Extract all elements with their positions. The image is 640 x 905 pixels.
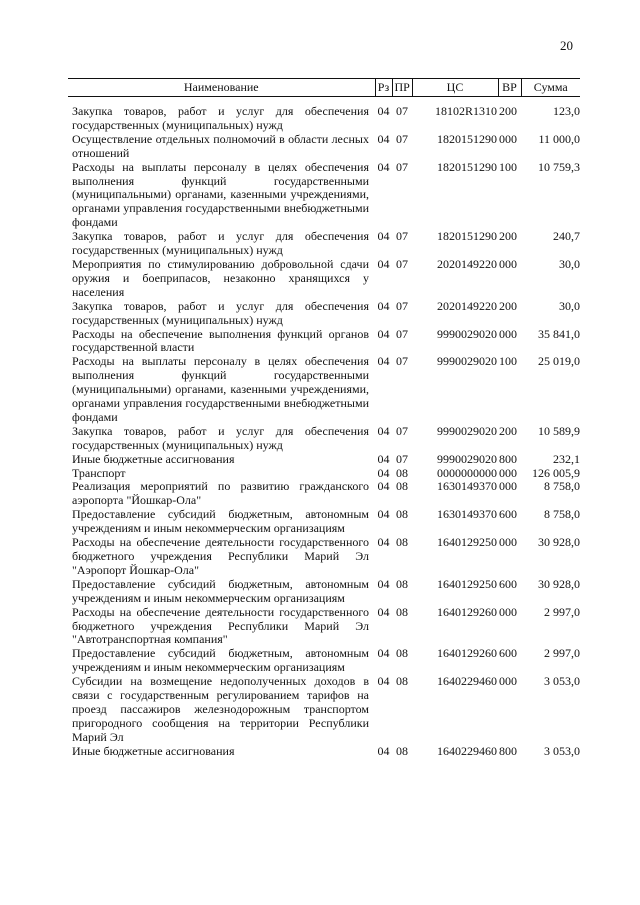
row-cs: 1630149370	[437, 507, 497, 522]
header-cs: ЦС	[412, 79, 498, 97]
table-row	[68, 355, 580, 425]
row-name: Закупка товаров, работ и услуг для обеспечения государственных (муниципальных) нужд	[72, 298, 369, 327]
row-rz: 04	[377, 646, 390, 661]
row-rz: 04	[377, 507, 390, 522]
row-cs: 1820151290	[437, 159, 497, 174]
row-cs: 1820151290	[437, 131, 497, 146]
header-name: Наименование	[68, 79, 375, 97]
row-pr: 07	[396, 256, 408, 271]
row-name: Субсидии на возмещение недополученных доходов в связи с государственным регулированием тарифов на проезд пассажиров железнодорожным транспортом пригородного сообщения на территории Республики Марий Эл	[72, 674, 369, 744]
row-pr: 07	[396, 326, 408, 341]
row-cs: 1820151290	[437, 229, 497, 244]
row-sum: 8 758,0	[544, 479, 580, 494]
row-vr: 200	[499, 229, 517, 244]
row-name: Закупка товаров, работ и услуг для обеспечения государственных (муниципальных) нужд	[72, 423, 369, 452]
row-pr: 07	[396, 298, 408, 313]
row-cs: 1640129250	[437, 576, 497, 591]
row-name: Закупка товаров, работ и услуг для обеспечения государственных (муниципальных) нужд	[72, 229, 369, 258]
row-vr: 200	[499, 104, 517, 118]
table-row	[68, 161, 580, 231]
row-sum: 30 928,0	[538, 576, 580, 591]
table-row	[68, 300, 580, 328]
row-name: Иные бюджетные ассигнования	[72, 451, 235, 466]
row-vr: 600	[499, 576, 517, 591]
row-sum: 3 053,0	[544, 743, 580, 758]
table-row	[68, 647, 580, 675]
row-sum: 8 758,0	[544, 507, 580, 522]
row-vr: 000	[499, 465, 517, 480]
row-rz: 04	[377, 104, 390, 118]
row-cs: 9990029020	[437, 354, 497, 369]
row-rz: 04	[377, 743, 390, 758]
row-cs: 1640129260	[437, 604, 497, 619]
row-pr: 08	[396, 535, 408, 550]
row-rz: 04	[377, 423, 390, 438]
row-sum: 232,1	[553, 451, 580, 466]
row-rz: 04	[377, 229, 390, 244]
row-vr: 000	[499, 256, 517, 271]
row-vr: 600	[499, 646, 517, 661]
row-vr: 000	[499, 535, 517, 550]
row-cs: 9990029020	[437, 326, 497, 341]
row-cs: 1640129260	[437, 646, 497, 661]
row-name: Иные бюджетные ассигнования	[72, 743, 235, 758]
table-row	[68, 425, 580, 453]
row-name: Расходы на обеспечение выполнения функций органов государственной власти	[72, 326, 369, 355]
row-pr: 08	[396, 465, 408, 480]
row-name: Расходы на выплаты персоналу в целях обеспечения выполнения функций государственными (муниципальными) органами, казенными учреждениями, органами управления государственными внебюджетными фондами	[72, 354, 369, 424]
row-sum: 10 759,3	[538, 159, 580, 174]
budget-table	[68, 78, 580, 759]
row-rz: 04	[377, 159, 390, 174]
row-rz: 04	[377, 451, 390, 466]
table-row	[68, 258, 580, 300]
row-sum: 30 928,0	[538, 535, 580, 550]
row-pr: 07	[396, 451, 408, 466]
row-vr: 000	[499, 479, 517, 494]
row-rz: 04	[377, 576, 390, 591]
table-row	[68, 328, 580, 356]
row-cs: 1630149370	[437, 479, 497, 494]
header-vr: ВР	[498, 79, 521, 97]
row-name: Осуществление отдельных полномочий в области лесных отношений	[72, 131, 369, 160]
header-rz: Рз	[375, 79, 392, 97]
row-vr: 800	[499, 451, 517, 466]
table-row	[68, 606, 580, 648]
row-pr: 08	[396, 674, 408, 689]
table-row	[68, 536, 580, 578]
row-cs: 18102R1310	[434, 104, 497, 118]
table-row	[68, 578, 580, 606]
row-sum: 126 005,9	[532, 465, 580, 480]
row-vr: 200	[499, 298, 517, 313]
row-pr: 07	[396, 131, 408, 146]
row-rz: 04	[377, 674, 390, 689]
row-rz: 04	[377, 479, 390, 494]
row-vr: 200	[499, 423, 517, 438]
header-sum: Сумма	[521, 79, 580, 97]
table-row	[68, 133, 580, 161]
row-name: Транспорт	[72, 465, 126, 480]
table-row	[68, 105, 580, 133]
row-pr: 08	[396, 479, 408, 494]
row-vr: 100	[499, 159, 517, 174]
row-pr: 07	[396, 229, 408, 244]
row-rz: 04	[377, 354, 390, 369]
row-cs: 2020149220	[437, 256, 497, 271]
row-rz: 04	[377, 256, 390, 271]
row-pr: 08	[396, 604, 408, 619]
row-vr: 600	[499, 507, 517, 522]
row-rz: 04	[377, 465, 390, 480]
row-cs: 9990029020	[437, 423, 497, 438]
table-row	[68, 480, 580, 508]
row-sum: 35 841,0	[538, 326, 580, 341]
row-sum: 30,0	[559, 256, 580, 271]
row-sum: 30,0	[559, 298, 580, 313]
row-cs: 1640129250	[437, 535, 497, 550]
row-sum: 240,7	[553, 229, 580, 244]
row-sum: 10 589,9	[538, 423, 580, 438]
table-row	[68, 467, 580, 481]
row-sum: 123,0	[553, 104, 580, 118]
row-cs: 1640229460	[437, 674, 497, 689]
row-vr: 100	[499, 354, 517, 369]
row-name: Реализация мероприятий по развитию гражданского аэропорта "Йошкар-Ола"	[72, 479, 369, 508]
row-pr: 08	[396, 646, 408, 661]
row-sum: 2 997,0	[544, 604, 580, 619]
row-name: Закупка товаров, работ и услуг для обеспечения государственных (муниципальных) нужд	[72, 104, 369, 132]
row-name: Расходы на выплаты персоналу в целях обеспечения выполнения функций государственными (муниципальными) органами, казенными учреждениями, органами управления государственными внебюджетными фондами	[72, 159, 369, 230]
row-vr: 000	[499, 674, 517, 689]
row-cs: 1640229460	[437, 743, 497, 758]
row-pr: 07	[396, 159, 408, 174]
row-vr: 800	[499, 743, 517, 758]
row-vr: 000	[499, 604, 517, 619]
row-rz: 04	[377, 535, 390, 550]
table-row	[68, 675, 580, 745]
row-name: Расходы на обеспечение деятельности государственного бюджетного учреждения Республики Марий Эл "Автотранспортная компания"	[72, 604, 369, 647]
row-cs: 9990029020	[437, 451, 497, 466]
row-pr: 08	[396, 507, 408, 522]
table-row	[68, 745, 580, 759]
row-pr: 07	[396, 354, 408, 369]
row-rz: 04	[377, 326, 390, 341]
table-row	[68, 453, 580, 467]
row-sum: 11 000,0	[538, 131, 580, 146]
page-number: 20	[560, 38, 573, 53]
row-cs: 2020149220	[437, 298, 497, 313]
row-pr: 08	[396, 743, 408, 758]
table-body	[68, 105, 580, 759]
row-name: Предоставление субсидий бюджетным, автономным учреждениям и иным некоммерческим организациям	[72, 507, 369, 536]
row-rz: 04	[377, 604, 390, 619]
row-sum: 3 053,0	[544, 674, 580, 689]
table-header-row	[68, 79, 580, 97]
row-vr: 000	[499, 131, 517, 146]
row-name: Предоставление субсидий бюджетным, автономным учреждениям и иным некоммерческим организациям	[72, 646, 369, 675]
header-pr: ПР	[392, 79, 412, 97]
row-name: Расходы на обеспечение деятельности государственного бюджетного учреждения Республики Марий Эл "Аэропорт Йошкар-Ола"	[72, 535, 369, 577]
row-rz: 04	[377, 298, 390, 313]
row-pr: 08	[396, 576, 408, 591]
row-pr: 07	[396, 423, 408, 438]
row-name: Предоставление субсидий бюджетным, автономным учреждениям и иным некоммерческим организациям	[72, 576, 369, 605]
row-vr: 000	[499, 326, 517, 341]
row-sum: 25 019,0	[538, 354, 580, 369]
row-pr: 07	[396, 104, 408, 118]
table-row	[68, 230, 580, 258]
row-name: Мероприятия по стимулированию добровольной сдачи оружия и боеприпасов, незаконно хранящихся у населения	[72, 256, 369, 299]
row-rz: 04	[377, 131, 390, 146]
row-cs: 0000000000	[437, 465, 497, 480]
row-sum: 2 997,0	[544, 646, 580, 661]
table-row	[68, 508, 580, 536]
